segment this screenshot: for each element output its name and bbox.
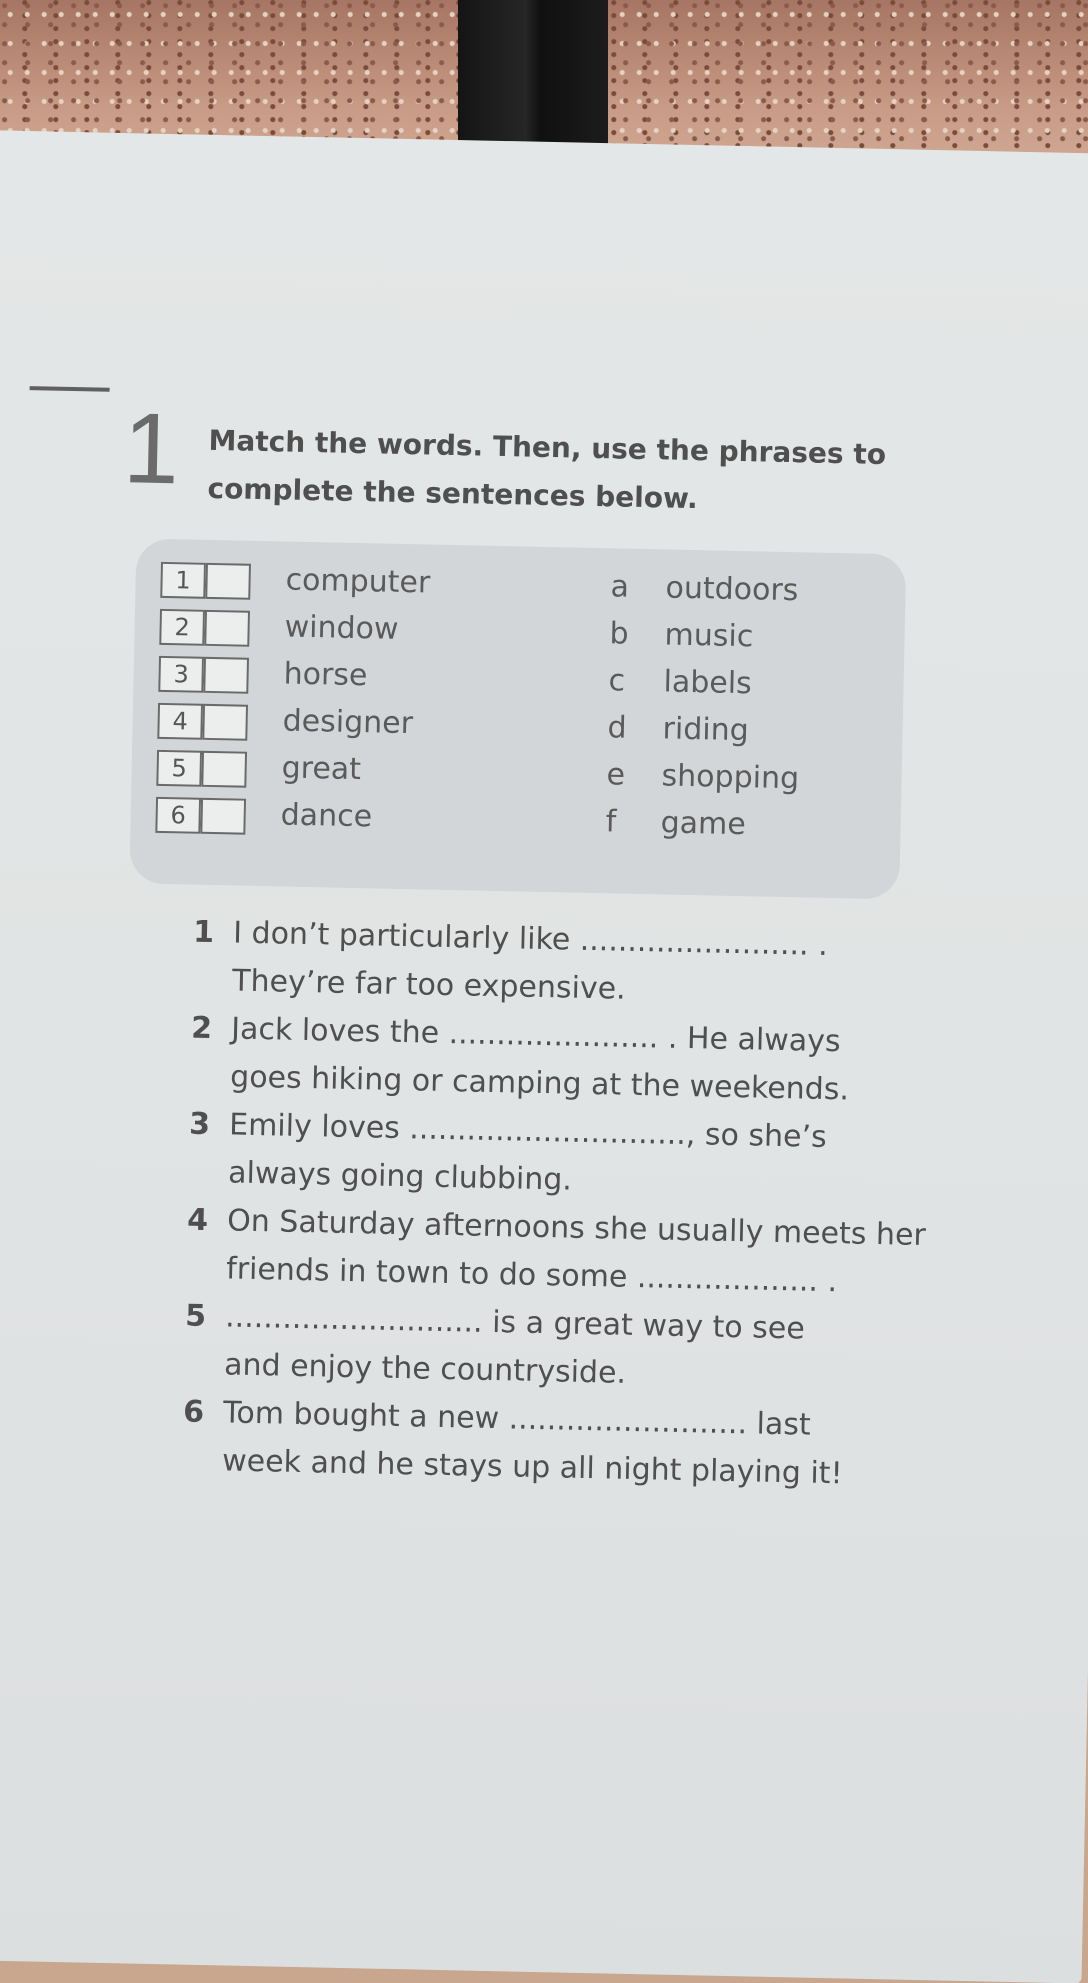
sentence-number: 4 [186,1202,209,1239]
right-word: outdoors [665,570,799,609]
match-number: 2 [159,609,205,646]
right-letter: f [605,804,617,840]
right-letter: d [607,710,628,746]
answer-box[interactable] [205,563,251,600]
answer-box[interactable] [202,704,248,741]
answer-box[interactable] [200,798,246,835]
sentence-line-1: On Saturday afternoons she usually meets her [226,1203,927,1254]
sentence-line-1: Emily loves ............................., so she’s [228,1107,828,1155]
match-number: 6 [155,797,201,834]
right-letter: e [606,757,626,793]
sentence-line-2: They’re far too expensive. [231,963,627,1007]
left-word: great [281,750,362,788]
right-word: riding [662,711,750,749]
right-word: game [660,805,747,843]
answer-box[interactable] [204,610,250,647]
sentence-number: 3 [188,1106,211,1143]
right-word: labels [663,664,753,702]
instruction-line-2: complete the sentences below. [207,471,699,516]
answer-box[interactable] [201,751,247,788]
left-word: dance [280,797,373,835]
instruction-line-1: Match the words. Then, use the phrases to [208,423,887,472]
left-word: window [284,609,399,647]
exercise-number: 1 [122,392,181,506]
left-word: designer [282,703,414,742]
sentence-number: 2 [190,1010,213,1047]
right-letter: c [608,663,626,699]
right-letter: b [609,616,629,652]
sentence-line-2: and enjoy the countryside. [223,1347,627,1391]
match-number: 4 [157,703,203,740]
sentence-line-2: goes hiking or camping at the weekends. [229,1059,850,1108]
match-number: 3 [158,656,204,693]
sentence-number: 1 [192,914,215,951]
sentence-line-1: Jack loves the ...................... . He always [230,1011,841,1060]
sentence-list [182,914,954,1492]
left-word: horse [283,656,368,694]
right-word: shopping [661,758,800,797]
sentence-line-1: ........................... is a great way to see [224,1299,806,1347]
margin-dash [30,386,110,392]
sentence-number: 5 [184,1298,207,1334]
right-letter: a [610,569,630,605]
exercise-instruction [207,417,909,528]
sentence-line-2: friends in town to do some ................... . [225,1251,838,1300]
worksheet-page [0,130,1088,1983]
match-number: 1 [160,562,206,599]
answer-box[interactable] [203,657,249,694]
right-word: music [664,617,754,655]
left-word: computer [285,562,431,601]
sentence-line-2: week and he stays up all night playing it! [221,1443,843,1492]
sentence-line-1: Tom bought a new ......................... last [222,1395,812,1443]
sentence-number: 6 [182,1394,205,1430]
sentence-line-2: always going clubbing. [227,1155,573,1198]
sentence-item [192,914,954,1007]
sentence-line-1: I don’t particularly like ........................ . [232,915,829,963]
match-number: 5 [156,750,202,787]
